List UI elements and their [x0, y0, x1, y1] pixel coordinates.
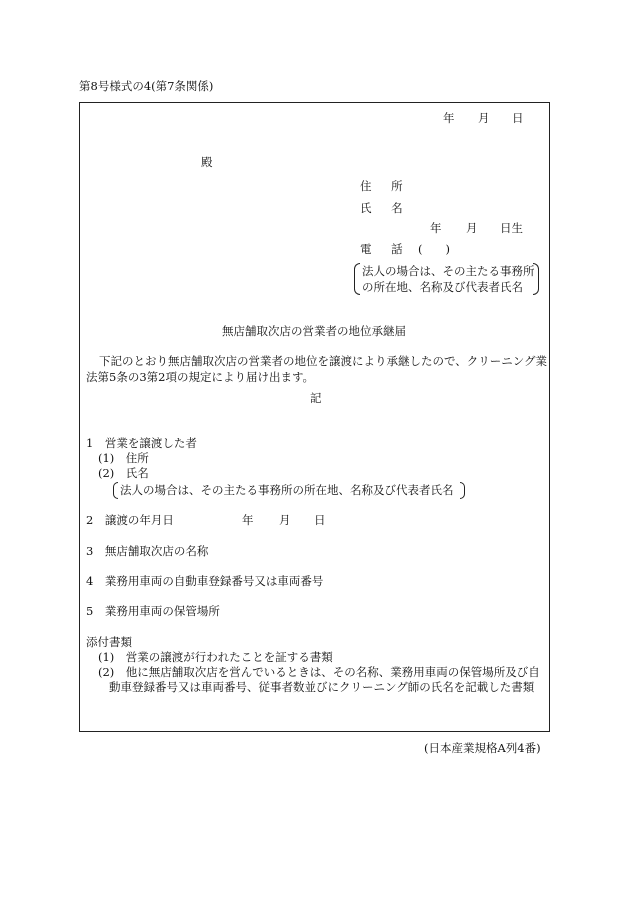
- ki-heading: 記: [310, 391, 322, 405]
- name-label: 氏 名: [360, 201, 411, 215]
- form-frame: [79, 102, 550, 732]
- item-1-corp-note: 法人の場合は、その主たる事務所の所在地、名称及び代表者氏名: [120, 483, 454, 497]
- attachment-2-line1: (2) 他に無店舗取次店を営んでいるときは、その名称、業務用車両の保管場所及び自: [98, 665, 540, 679]
- attachment-2-line2: 動車登録番号又は車両番号、従事者数並びにクリーニング師の氏名を記載した書類: [109, 680, 535, 694]
- item-4-vehicle-number: 4 業務用車両の自動車登録番号又は車両番号: [86, 574, 324, 588]
- phone-parens: ( ): [418, 242, 450, 256]
- item-3-shop-name: 3 無店舗取次店の名称: [86, 544, 209, 558]
- date-year: 年: [443, 111, 455, 125]
- item-5-vehicle-storage: 5 業務用車両の保管場所: [86, 604, 220, 618]
- document-title: 無店舗取次店の営業者の地位承継届: [222, 324, 406, 338]
- intro-line1: 下記のとおり無店舗取次店の営業者の地位を譲渡により承継したので、クリーニング業: [99, 354, 548, 368]
- item-2-month: 月: [279, 513, 291, 527]
- date-month: 月: [478, 111, 490, 125]
- item1-note-bracket-left: [113, 482, 118, 499]
- addressee-honorific: 殿: [201, 155, 213, 169]
- birth-month: 月: [466, 221, 478, 235]
- corp-note-bracket-left: [354, 263, 360, 295]
- item-1-address: (1) 住所: [98, 451, 149, 465]
- date-day: 日: [512, 111, 524, 125]
- item-2-day: 日: [314, 513, 326, 527]
- intro-line2: 法第5条の3第2項の規定により届け出ます。: [86, 370, 315, 384]
- item-2-transfer-date: 2 譲渡の年月日: [86, 513, 174, 527]
- phone-label: 電 話: [360, 242, 411, 256]
- birth-year: 年: [430, 221, 442, 235]
- form-number: 第8号様式の4(第7条関係): [79, 79, 214, 93]
- item-1-name: (2) 氏名: [98, 466, 149, 480]
- attachments-heading: 添付書類: [86, 635, 132, 649]
- address-label: 住 所: [360, 179, 411, 193]
- item-2-year: 年: [242, 513, 254, 527]
- attachment-1: (1) 営業の譲渡が行われたことを証する書類: [98, 650, 333, 664]
- item1-note-bracket-right: [460, 482, 465, 499]
- corp-note-line1: 法人の場合は、その主たる事務所: [362, 264, 535, 278]
- corp-note-line2: の所在地、名称及び代表者氏名: [362, 280, 523, 294]
- paper-size-note: (日本産業規格A列4番): [424, 741, 541, 755]
- item-1-transferor: 1 営業を譲渡した者: [86, 436, 197, 450]
- birth-day: 日生: [500, 221, 523, 235]
